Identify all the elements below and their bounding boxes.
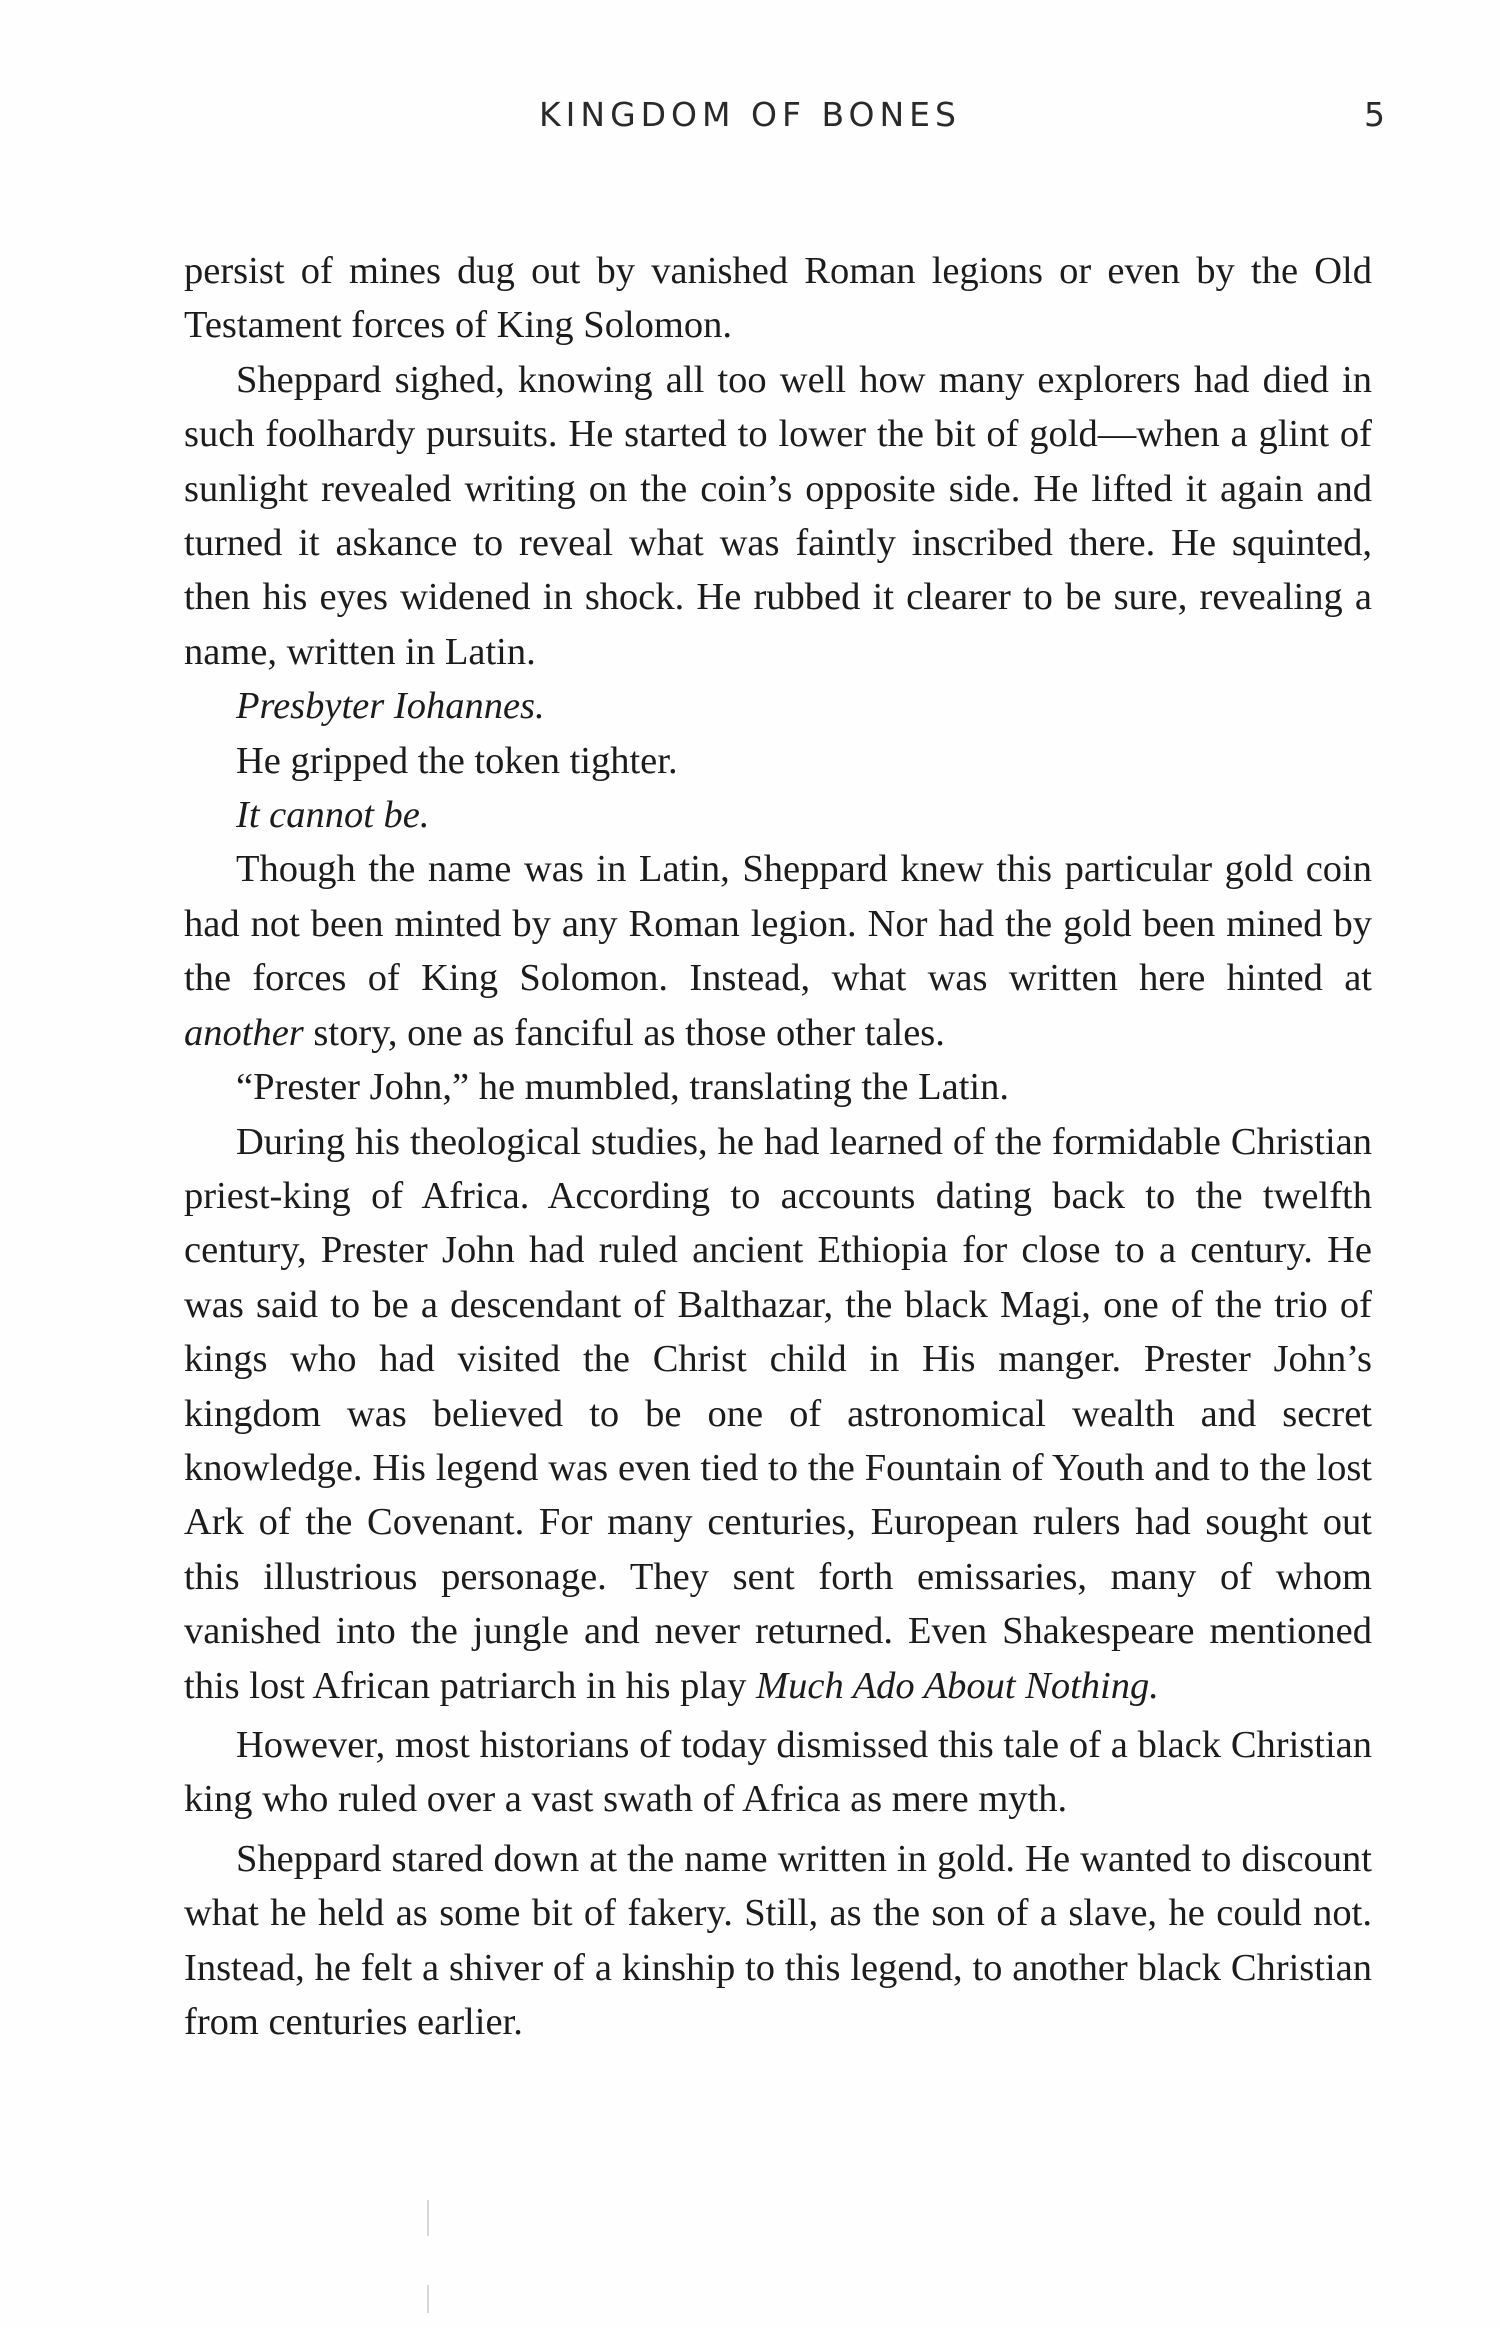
latin-inscription: Presbyter Iohannes.: [236, 685, 545, 728]
paragraph-5: [184, 788, 1372, 842]
paragraph-7-text: “Prester John,” he mumbled, translating the Latin.: [236, 1066, 1010, 1109]
paragraph-9-text: However, most historians of today dismissed this tale of a black Christian king who ruled over a vast swath of Africa as mere myth.: [184, 1723, 1372, 1821]
paragraph-6-text: Though the name was in Latin, Sheppard knew this particular gold coin had not been minted by any Roman legion. Nor had the gold been mined by the forces of King Solomon. Instead, what was written here hinted at: [184, 848, 1372, 1000]
paragraph-10-text: Sheppard stared down at the name written in gold. He wanted to discount what he held as some bit of fakery. Still, as the son of a slave, he could not. Instead, he felt a shiver of a kinship to this legend, to another black Christian from centuries earlier.: [184, 1837, 1372, 2043]
paragraph-6-text-after: story, one as fanciful as those other tales.: [303, 1011, 945, 1054]
page-number: 5: [1364, 95, 1385, 134]
paragraph-7: [184, 1060, 1372, 1114]
paragraph-1-text: persist of mines dug out by vanished Roman legions or even by the Old Testament forces of King Solomon.: [184, 250, 1372, 347]
inner-thought: It cannot be.: [236, 794, 430, 837]
paragraph-3: [184, 679, 1372, 733]
running-head: [0, 90, 1500, 140]
paragraph-1: [184, 244, 1372, 353]
paragraph-4: [184, 734, 1372, 788]
body-text: [184, 244, 1372, 2049]
scan-mark: [427, 2200, 429, 2236]
paragraph-9: [184, 1718, 1372, 1827]
scan-mark: [427, 2285, 429, 2313]
paragraph-2-text: Sheppard sighed, knowing all too well how many explorers had died in such foolhardy pursuits. He started to lower the bit of gold—when a glint of sunlight revealed writing on the coin’s opposite side. He lifted it again and turned it askance to reveal what was faintly inscribed there. He squinted, then his eyes widened in shock. He rubbed it clearer to be sure, revealing a name, written in Latin.: [184, 358, 1372, 673]
paragraph-8-text: During his theological studies, he had learned of the formidable Christian priest-king of Africa. According to accounts dating back to the twelfth century, Prester John had ruled ancient Ethiopia for close to a century. He was said to be a descendant of Balthazar, the black Magi, one of the trio of kings who had visited the Christ child in His manger. Prester John’s kingdom was believed to be one of astronomical wealth and secret knowledge. His legend was even tied to the Fountain of Youth and to the lost Ark of the Covenant. For many centuries, European rulers had sought out this illustrious personage. They sent forth emissaries, many of whom vanished into the jungle and never returned. Even Shakespeare mentioned this lost African patriarch in his play: [184, 1120, 1372, 1707]
book-title: KINGDOM OF BONES: [539, 95, 961, 134]
paragraph-10: [184, 1832, 1372, 2050]
paragraph-8: [184, 1115, 1372, 1713]
paragraph-6-emphasis: another: [184, 1011, 304, 1054]
paragraph-4-text: He gripped the token tighter.: [236, 739, 678, 782]
paragraph-2: [184, 353, 1372, 679]
play-title: Much Ado About Nothing.: [756, 1664, 1159, 1707]
paragraph-6: [184, 842, 1372, 1060]
